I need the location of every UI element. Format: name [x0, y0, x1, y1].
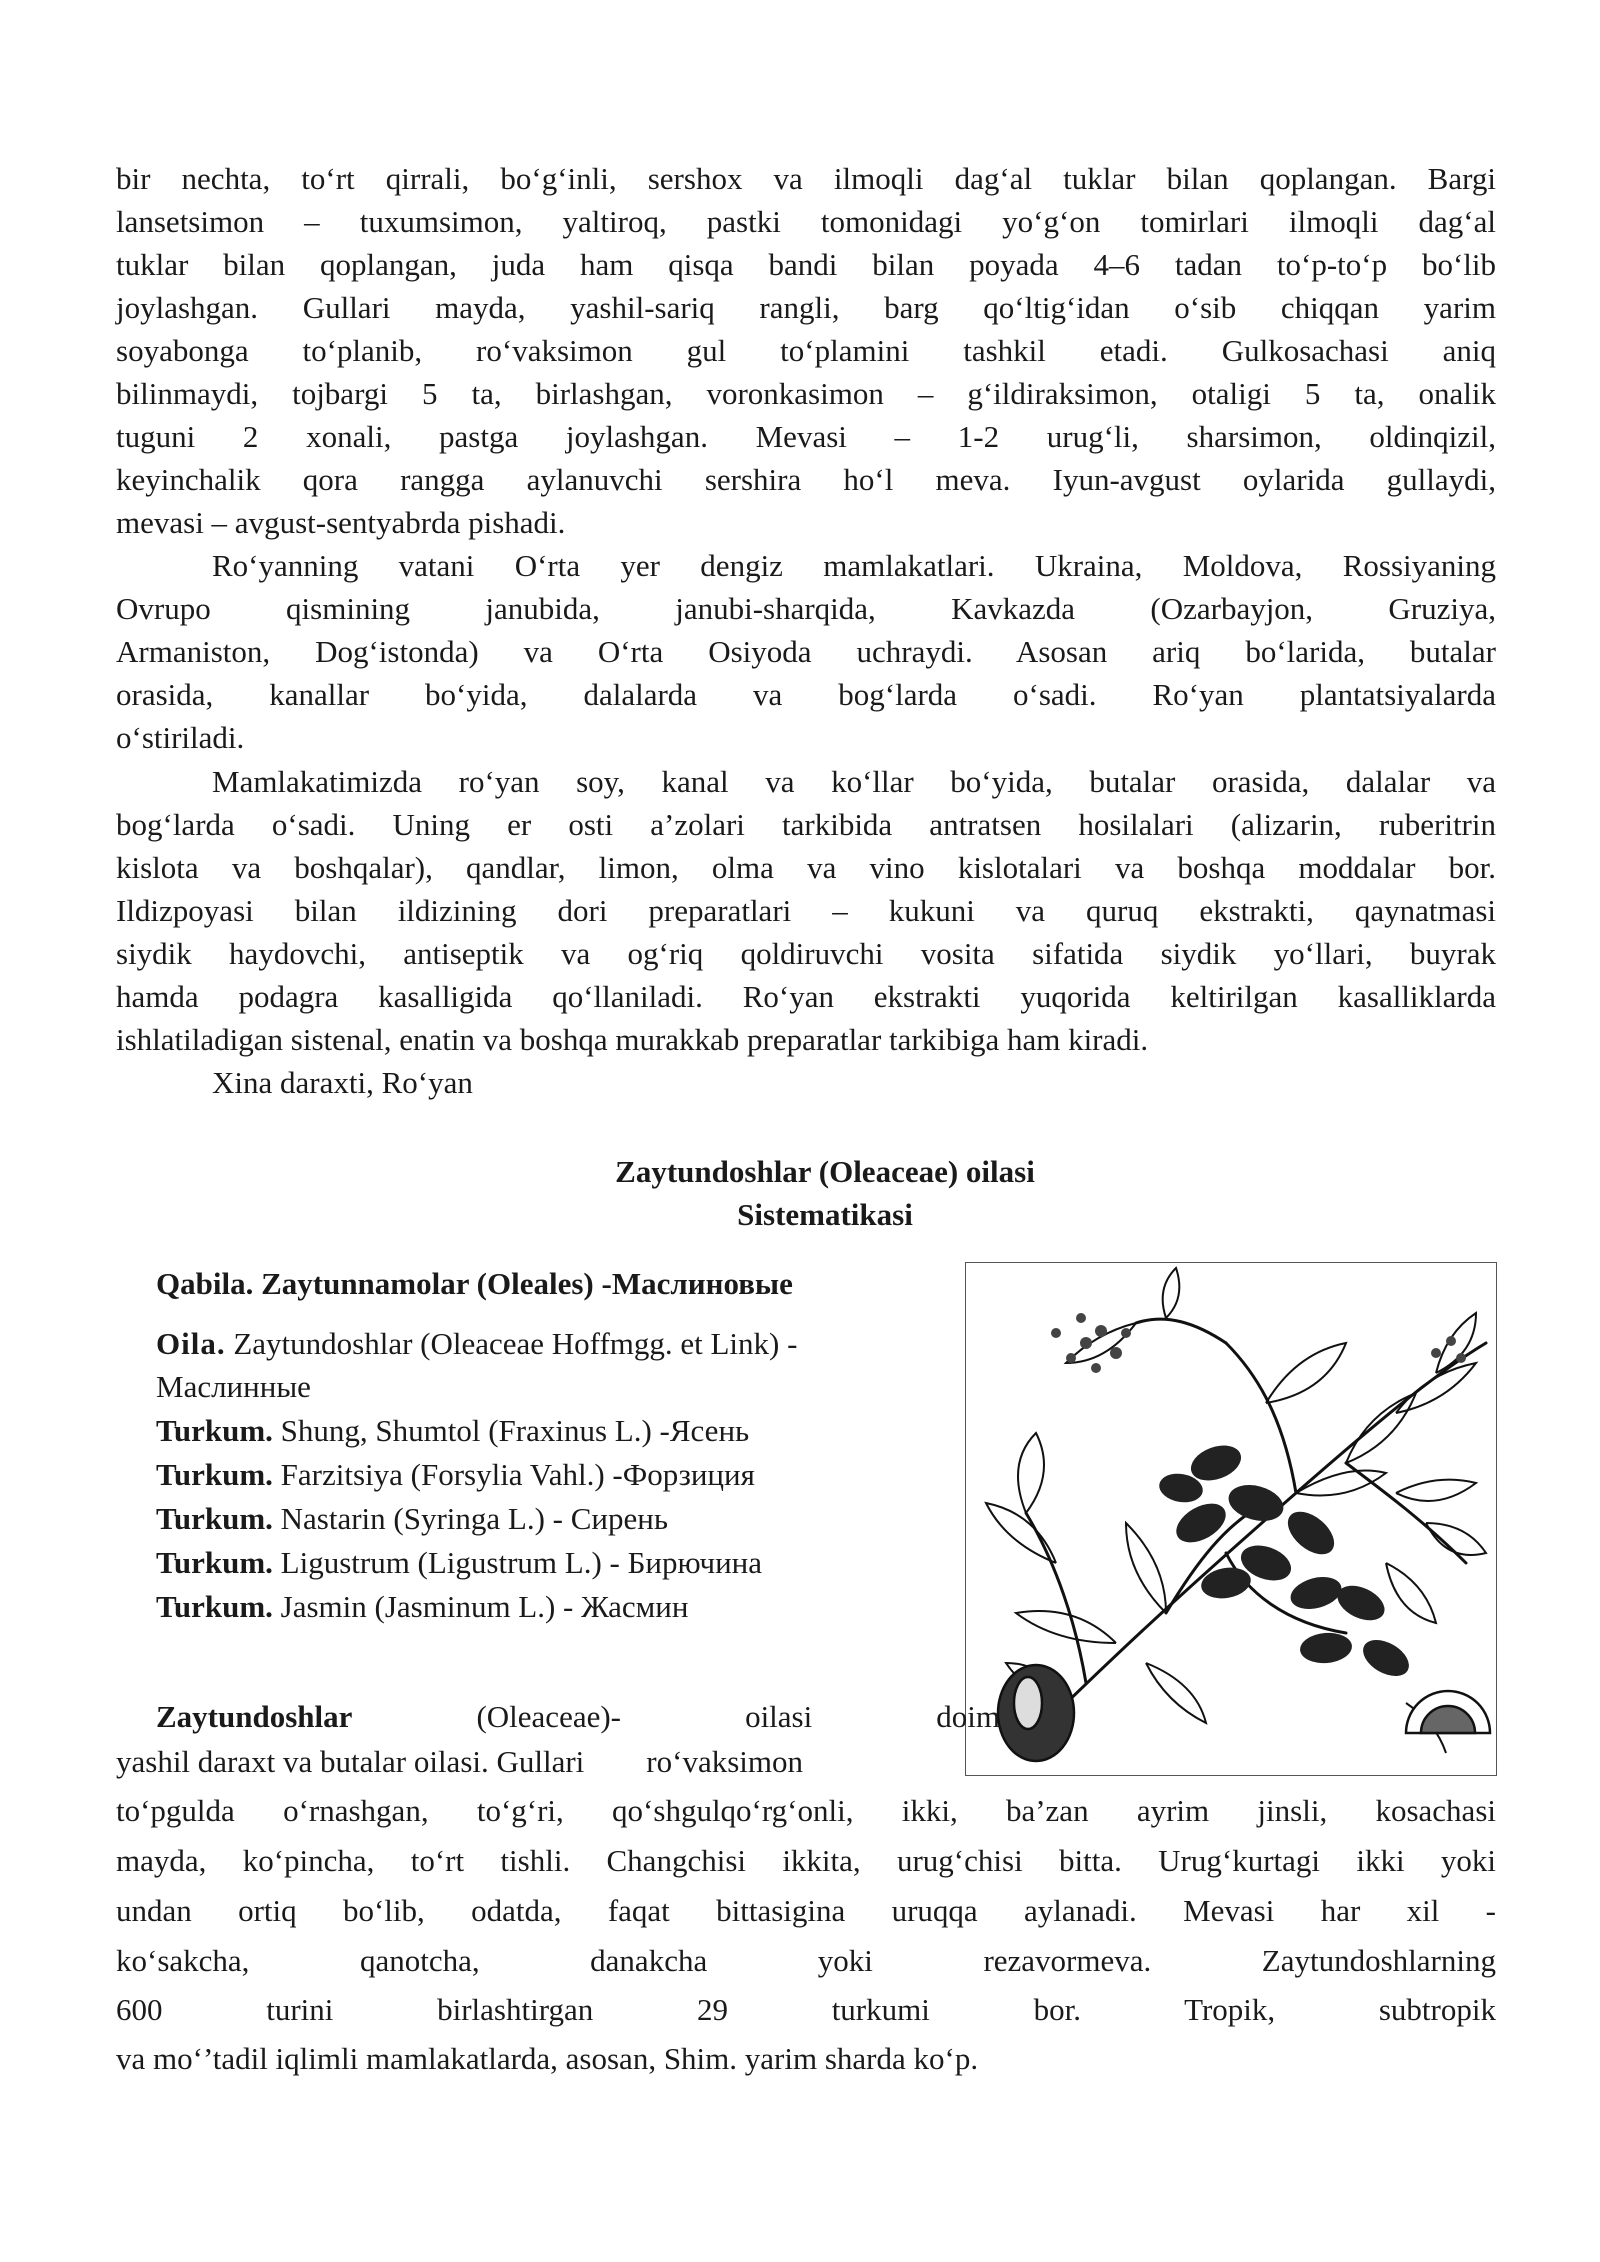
turkum-text: Ligustrum (Ligustrum L.) - Бирючина — [272, 1545, 763, 1580]
text-line: bilinmaydi, tojbargi 5 ta, birlashgan, voronkasimon – g‘ildiraksimon, otaligi 5 ta, onalik — [116, 376, 1496, 411]
text-line: Ildizpoyasi bilan ildizining dori preparatlari – kukuni va quruq ekstrakti, qaynatmasi — [116, 893, 1496, 928]
term-bold: Zaytundoshlar — [156, 1699, 353, 1734]
taxonomy-turkum — [156, 1585, 688, 1629]
turkum-label: Turkum. — [156, 1589, 273, 1624]
text-line: orasida, kanallar bo‘yida, dalalarda va bog‘larda o‘sadi. Ro‘yan plantatsiyalarda — [116, 677, 1496, 712]
text-line: Armaniston, Dog‘istonda) va O‘rta Osiyoda uchraydi. Asosan ariq bo‘larida, butalar — [116, 634, 1496, 669]
text-line — [156, 1695, 1000, 1739]
taxonomy-turkum — [156, 1409, 749, 1453]
turkum-text: Jasmin (Jasminum L.) - Жасмин — [272, 1589, 689, 1624]
text-line: hamda podagra kasalligida qo‘llaniladi. Ro‘yan ekstrakti yuqorida keltirilgan kasalliklarda — [116, 979, 1496, 1014]
turkum-text: Farzitsiya (Forsylia Vahl.) -Форзиция — [272, 1457, 755, 1492]
text-line: tuklar bilan qoplangan, juda ham qisqa bandi bilan poyada 4–6 tadan to‘p-to‘p bo‘lib — [116, 247, 1496, 282]
taxonomy-qabila: Qabila. Zaytunnamolar (Oleales) -Маслиновые — [156, 1266, 793, 1301]
taxonomy-turkum — [156, 1453, 755, 1497]
turkum-label: Turkum. — [156, 1501, 273, 1536]
text-line: mayda, ko‘pincha, to‘rt tishli. Changchisi ikkita, urug‘chisi bitta. Urug‘kurtagi ikki yoki — [116, 1843, 1496, 1878]
text-line: lansetsimon – tuxumsimon, yaltiroq, pastki tomonidagi yo‘g‘on tomirlari ilmoqli dag‘al — [116, 204, 1496, 239]
text-line: Mamlakatimizda ro‘yan soy, kanal va ko‘llar bo‘yida, butalar orasida, dalalar va — [212, 764, 1496, 799]
turkum-text: Shung, Shumtol (Fraxinus L.) -Ясень — [272, 1413, 750, 1448]
section-title: Zaytundoshlar (Oleaceae) oilasi — [615, 1154, 1035, 1189]
text-line: bog‘larda o‘sadi. Uning er osti a’zolari tarkibida antratsen hosilalari (alizarin, ruberitrin — [116, 807, 1496, 842]
olive-branch-illustration — [965, 1262, 1497, 1776]
taxonomy-oila — [156, 1322, 797, 1366]
text-line: siydik haydovchi, antiseptik va og‘riq qoldiruvchi vosita sifatida siydik yo‘llari, buyrak — [116, 936, 1496, 971]
taxonomy-oila-cont: Маслинные — [156, 1369, 311, 1404]
text-line: mevasi – avgust-sentyabrda pishadi. — [116, 505, 566, 540]
text-line: ko‘sakcha, qanotcha, danakcha yoki rezavormeva. Zaytundoshlarning — [116, 1943, 1496, 1978]
text-line: Ro‘yanning vatani O‘rta yer dengiz mamlakatlari. Ukraina, Moldova, Rossiyaning — [212, 548, 1496, 583]
text-line: keyinchalik qora rangga aylanuvchi sershira ho‘l meva. Iyun-avgust oylarida gullaydi, — [116, 462, 1496, 497]
text-line: 600 turini birlashtirgan 29 turkumi bor. Tropik, subtropik — [116, 1992, 1496, 2027]
word: (Oleaceae)- — [476, 1699, 621, 1734]
text-line: bir nechta, to‘rt qirrali, bo‘g‘inli, sershox va ilmoqli dag‘al tuklar bilan qoplangan. Bargi — [116, 161, 1496, 196]
text-line: ishlatiladigan sistenal, enatin va boshqa murakkab preparatlar tarkibiga ham kiradi. — [116, 1022, 1149, 1057]
taxonomy-turkum — [156, 1497, 668, 1541]
oila-label: Oila. — [156, 1326, 226, 1361]
section-subtitle: Sistematikasi — [737, 1197, 913, 1232]
text-line: tuguni 2 xonali, pastga joylashgan. Mevasi – 1-2 urug‘li, sharsimon, oldinqizil, — [116, 419, 1496, 454]
turkum-text: Nastarin (Syringa L.) - Сирень — [272, 1501, 669, 1536]
text-line: soyabonga to‘planib, ro‘vaksimon gul to‘plamini tashkil etadi. Gulkosachasi aniq — [116, 333, 1496, 368]
turkum-label: Turkum. — [156, 1413, 273, 1448]
text-line: yashil daraxt va butalar oilasi. Gullari ro‘vaksimon — [116, 1744, 803, 1779]
text-line: undan ortiq bo‘lib, odatda, faqat bittasigina uruqqa aylanadi. Mevasi har xil - — [116, 1893, 1496, 1928]
text-line: va mo‘’tadil iqlimli mamlakatlarda, asosan, Shim. yarim sharda ko‘p. — [116, 2041, 979, 2076]
caption-line: Xina daraxti, Ro‘yan — [212, 1065, 473, 1100]
olive-branch-icon — [966, 1263, 1496, 1775]
text-line: kislota va boshqalar), qandlar, limon, olma va vino kislotalari va boshqa moddalar bor. — [116, 850, 1496, 885]
text-line: to‘pgulda o‘rnashgan, to‘g‘ri, qo‘shgulqo‘rg‘onli, ikki, ba’zan ayrim jinsli, kosachasi — [116, 1793, 1496, 1828]
text-line: Ovrupo qismining janubida, janubi-sharqida, Kavkazda (Ozarbayjon, Gruziya, — [116, 591, 1496, 626]
text-line: joylashgan. Gullari mayda, yashil-sariq rangli, barg qo‘ltig‘idan o‘sib chiqqan yarim — [116, 290, 1496, 325]
turkum-label: Turkum. — [156, 1457, 273, 1492]
text-line: o‘stiriladi. — [116, 720, 245, 755]
turkum-label: Turkum. — [156, 1545, 273, 1580]
taxonomy-turkum — [156, 1541, 762, 1585]
word: doim — [936, 1699, 1001, 1734]
oila-text: Zaytundoshlar (Oleaceae Hoffmgg. et Link) - — [225, 1326, 798, 1361]
word: oilasi — [745, 1699, 813, 1734]
